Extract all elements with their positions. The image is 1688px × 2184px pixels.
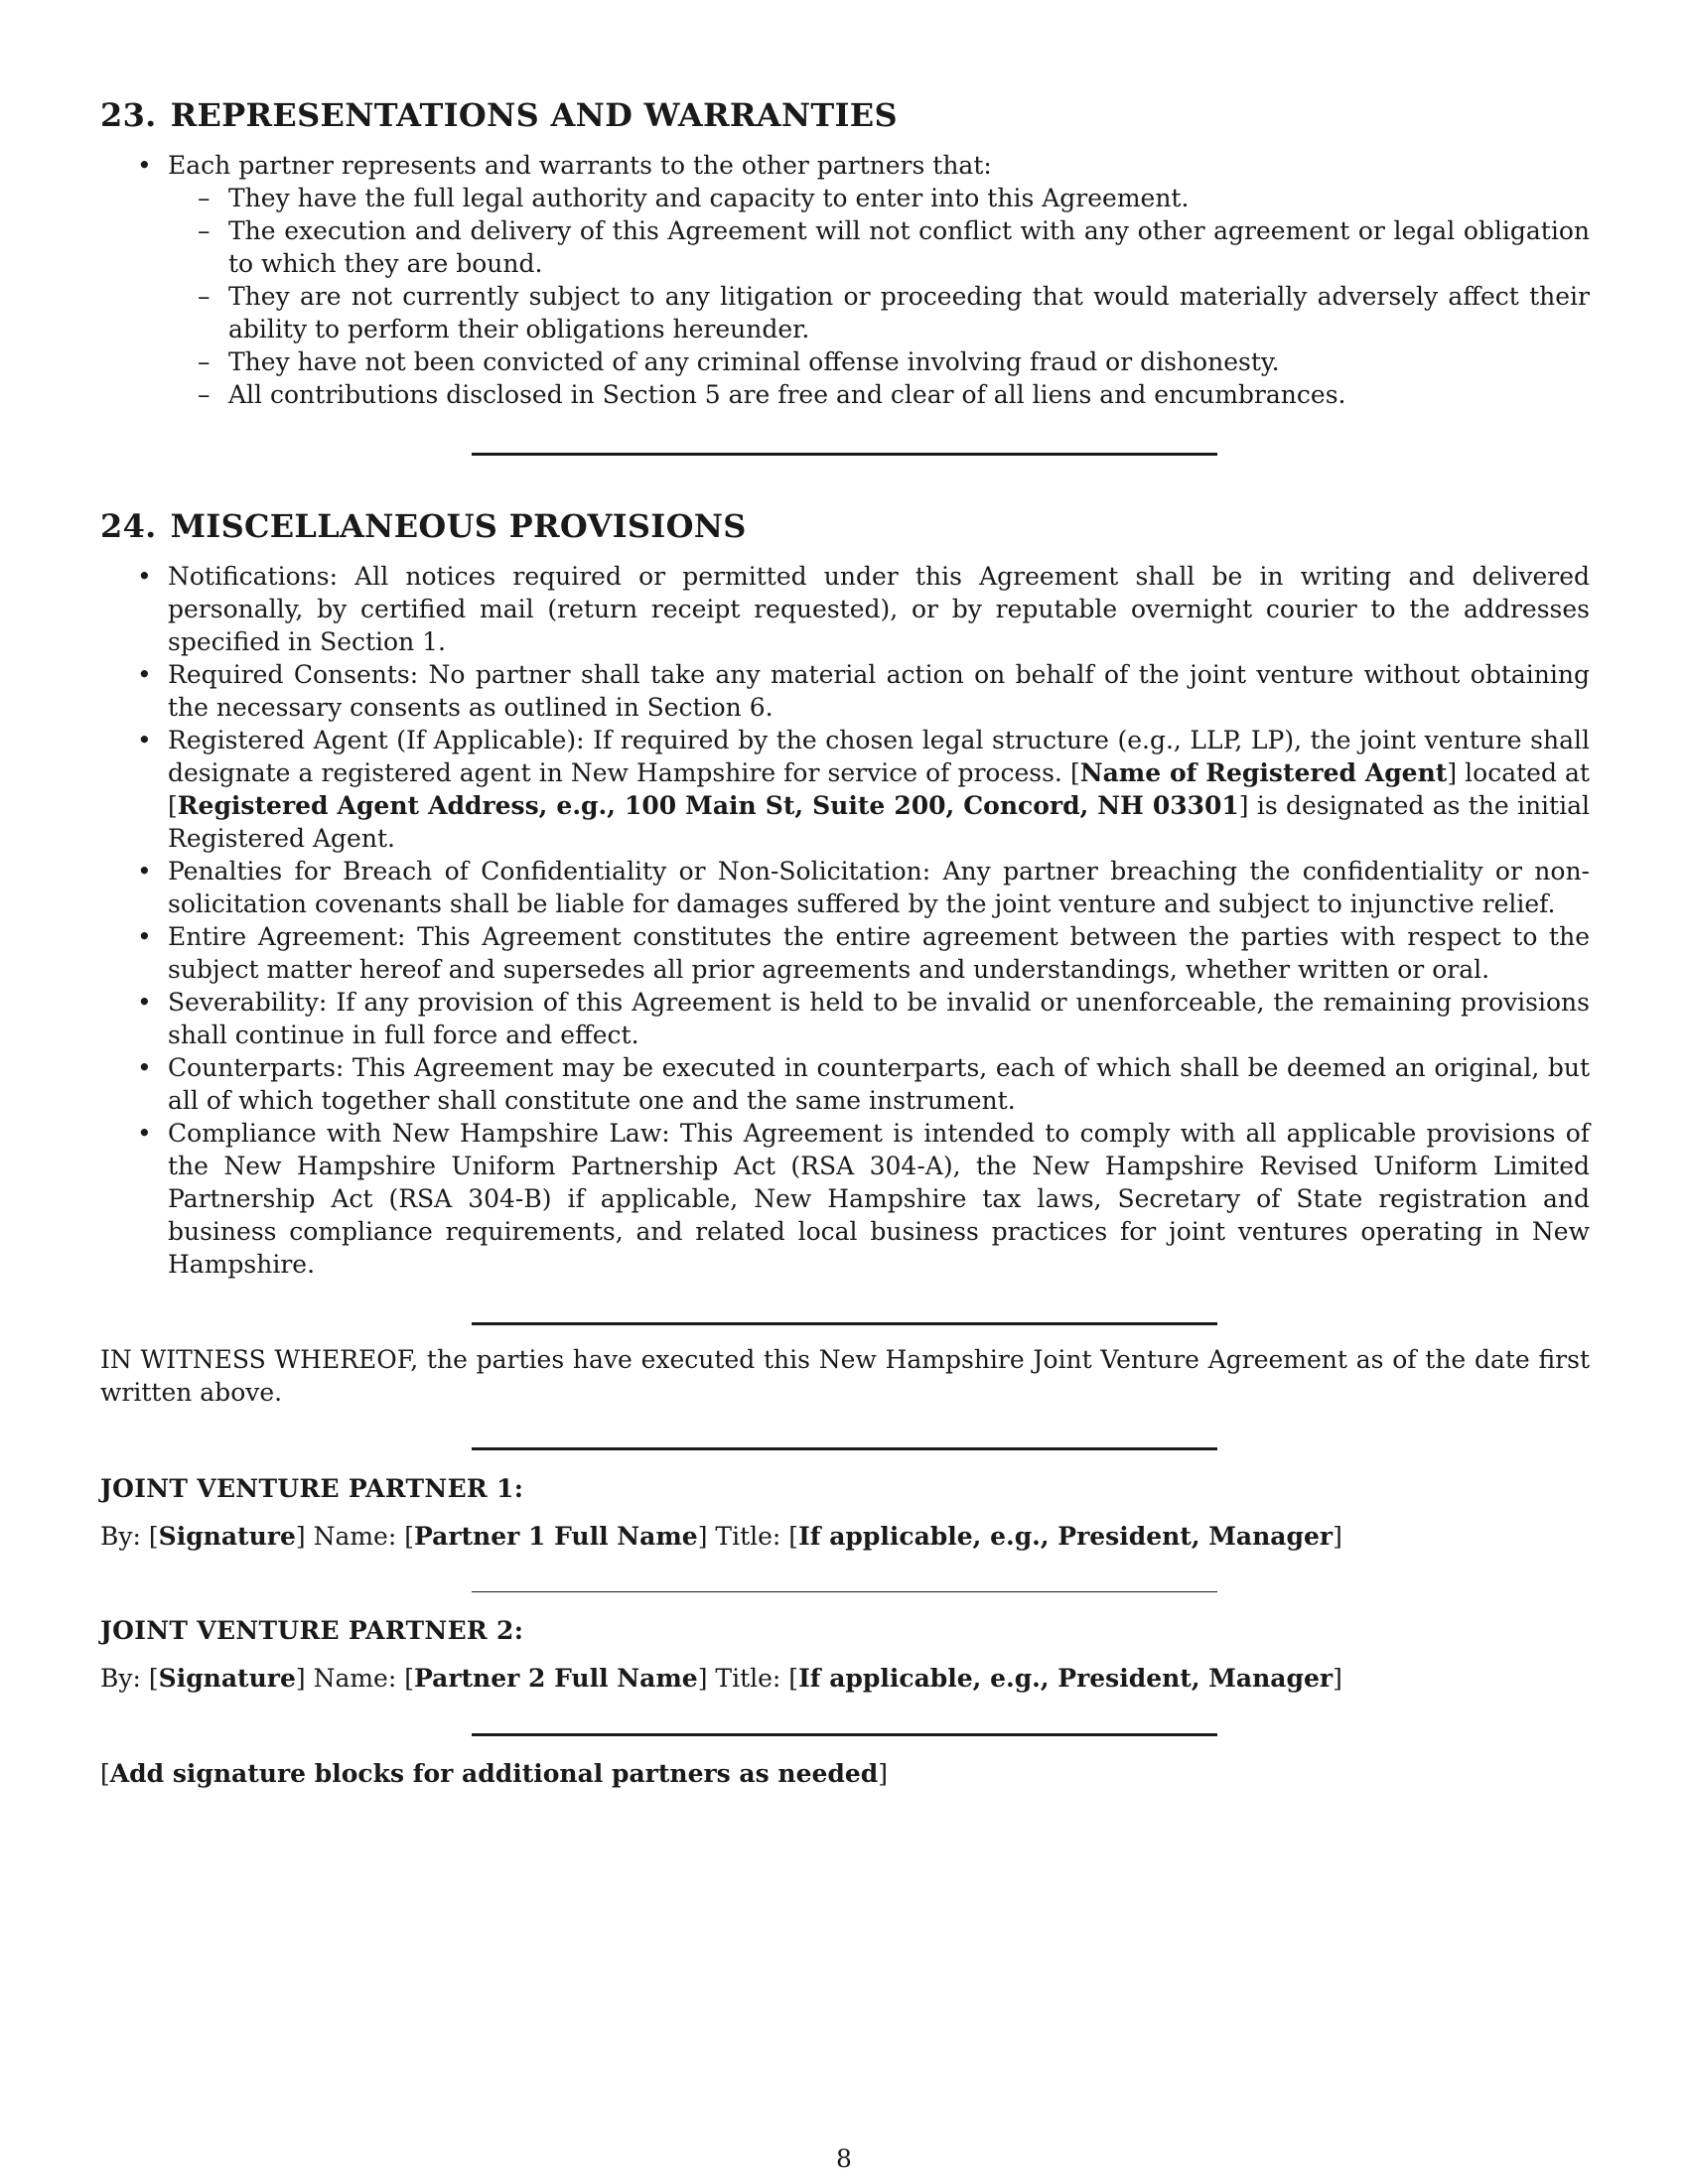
name-label: Name: [305,1522,405,1551]
signature-placeholder: Signature [158,1522,296,1551]
registered-agent-tail: is designated as the initial Registered Agent. [168,791,1590,853]
list-item: – They have the full legal authority and capacity to enter into this Agreement. [168,182,1590,214]
title-label: Title: [707,1522,789,1551]
name-label: Name: [305,1664,405,1693]
partner-1-name-placeholder: Partner 1 Full Name [414,1522,698,1551]
list-item: – The execution and delivery of this Agreement will not conflict with any other agreement or legal obligation to which they are bound. [168,214,1590,280]
list-item: • Required Consents: No partner shall take any material action on behalf of the joint venture without obtaining the necessary consents as outlined in Section 6. [100,658,1590,724]
section-24-heading [100,506,1590,546]
list-item [100,149,1590,411]
partner-2-signature-line: By: [Signature] Name: [Partner 2 Full Name] Title: [If applicable, e.g., President, Manager] [100,1664,1342,1693]
additional-partners-note: [Add signature blocks for additional partners as needed] [100,1759,889,1788]
list-item: – They have not been convicted of any criminal offense involving fraud or dishonesty. [168,345,1590,378]
registered-agent-lead: Registered Agent (If Applicable): If required by the chosen legal structure (e.g., LLP, LP), the joint venture shall designate a registered agent in New Hampshire for service of process. [168,726,1590,787]
section-23-list [100,149,1590,411]
partner-2-name-placeholder: Partner 2 Full Name [414,1664,698,1693]
by-label: By: [100,1522,149,1551]
section-23-number: 23. [100,96,157,134]
additional-partners-text: Add signature blocks for additional partners as needed [109,1759,879,1788]
section-24-list [100,560,1590,1281]
list-item: • Registered Agent (If Applicable): If required by the chosen legal structure (e.g., LLP, LP), the joint venture shall designate a registered agent in New Hampshire for service of process. [Name of Registered Agent] located at [Registered Agent Address, e.g., 100 Main St, Suite 200, Concord, NH 03301] is designated as the initial Registered Agent. [100,724,1590,855]
witness-clause: IN WITNESS WHEREOF, the parties have executed this New Hampshire Joint Venture Agreement as of the date first written above. [100,1345,1590,1407]
list-item: • Compliance with New Hampshire Law: This Agreement is intended to comply with all applicable provisions of the New Hampshire Uniform Partnership Act (RSA 304-A), the New Hampshire Revised Uniform Limited Partnership Act (RSA 304-B) if applicable, New Hampshire tax laws, Secretary of State registration and business compliance requirements, and related local business practices for joint ventures operating in New Hampshire. [100,1117,1590,1281]
registered-agent-name-placeholder: Name of Registered Agent [1079,758,1448,787]
list-item: • Entire Agreement: This Agreement constitutes the entire agreement between the parties with respect to the subject matter hereof and supersedes all prior agreements and understandings, whether written or oral. [100,920,1590,986]
partner-1-heading: JOINT VENTURE PARTNER 1: [100,1474,524,1503]
warranties-list [168,182,1590,411]
title-placeholder: If applicable, e.g., President, Manager [798,1664,1334,1693]
partner-2-heading: JOINT VENTURE PARTNER 2: [100,1616,524,1645]
section-24-title: MISCELLANEOUS PROVISIONS [170,507,747,545]
registered-agent-located-at: located at [1457,758,1590,787]
signature-placeholder: Signature [158,1664,296,1693]
list-item: – All contributions disclosed in Section 5 are free and clear of all liens and encumbrances. [168,378,1590,411]
by-label: By: [100,1664,149,1693]
partner-1-signature-line: By: [Signature] Name: [Partner 1 Full Name] Title: [If applicable, e.g., President, Manager] [100,1522,1342,1551]
title-label: Title: [707,1664,789,1693]
list-item: • Penalties for Breach of Confidentiality or Non-Solicitation: Any partner breaching the confidentiality or non-solicitation covenants shall be liable for damages suffered by the joint venture and subject to injunctive relief. [100,855,1590,920]
document-page [100,95,1590,1790]
registered-agent-address-placeholder: Registered Agent Address, e.g., 100 Main St, Suite 200, Concord, NH 03301 [177,791,1239,820]
list-item: • Counterparts: This Agreement may be executed in counterparts, each of which shall be deemed an original, but all of which together shall constitute one and the same instrument. [100,1051,1590,1117]
page-number: 8 [836,2144,852,2173]
title-placeholder: If applicable, e.g., President, Manager [798,1522,1334,1551]
list-item: • Notifications: All notices required or permitted under this Agreement shall be in writing and delivered personally, by certified mail (return receipt requested), or by reputable overnight courier to the addresses specified in Section 1. [100,560,1590,658]
section-23-title: REPRESENTATIONS AND WARRANTIES [170,96,898,134]
list-item: – They are not currently subject to any litigation or proceeding that would materially adversely affect their ability to perform their obligations hereunder. [168,280,1590,345]
list-item: • Severability: If any provision of this Agreement is held to be invalid or unenforceable, the remaining provisions shall continue in full force and effect. [100,986,1590,1051]
section-24-number: 24. [100,507,157,545]
section-23-intro: Each partner represents and warrants to the other partners that: [168,151,992,180]
section-23-heading [100,95,1590,135]
